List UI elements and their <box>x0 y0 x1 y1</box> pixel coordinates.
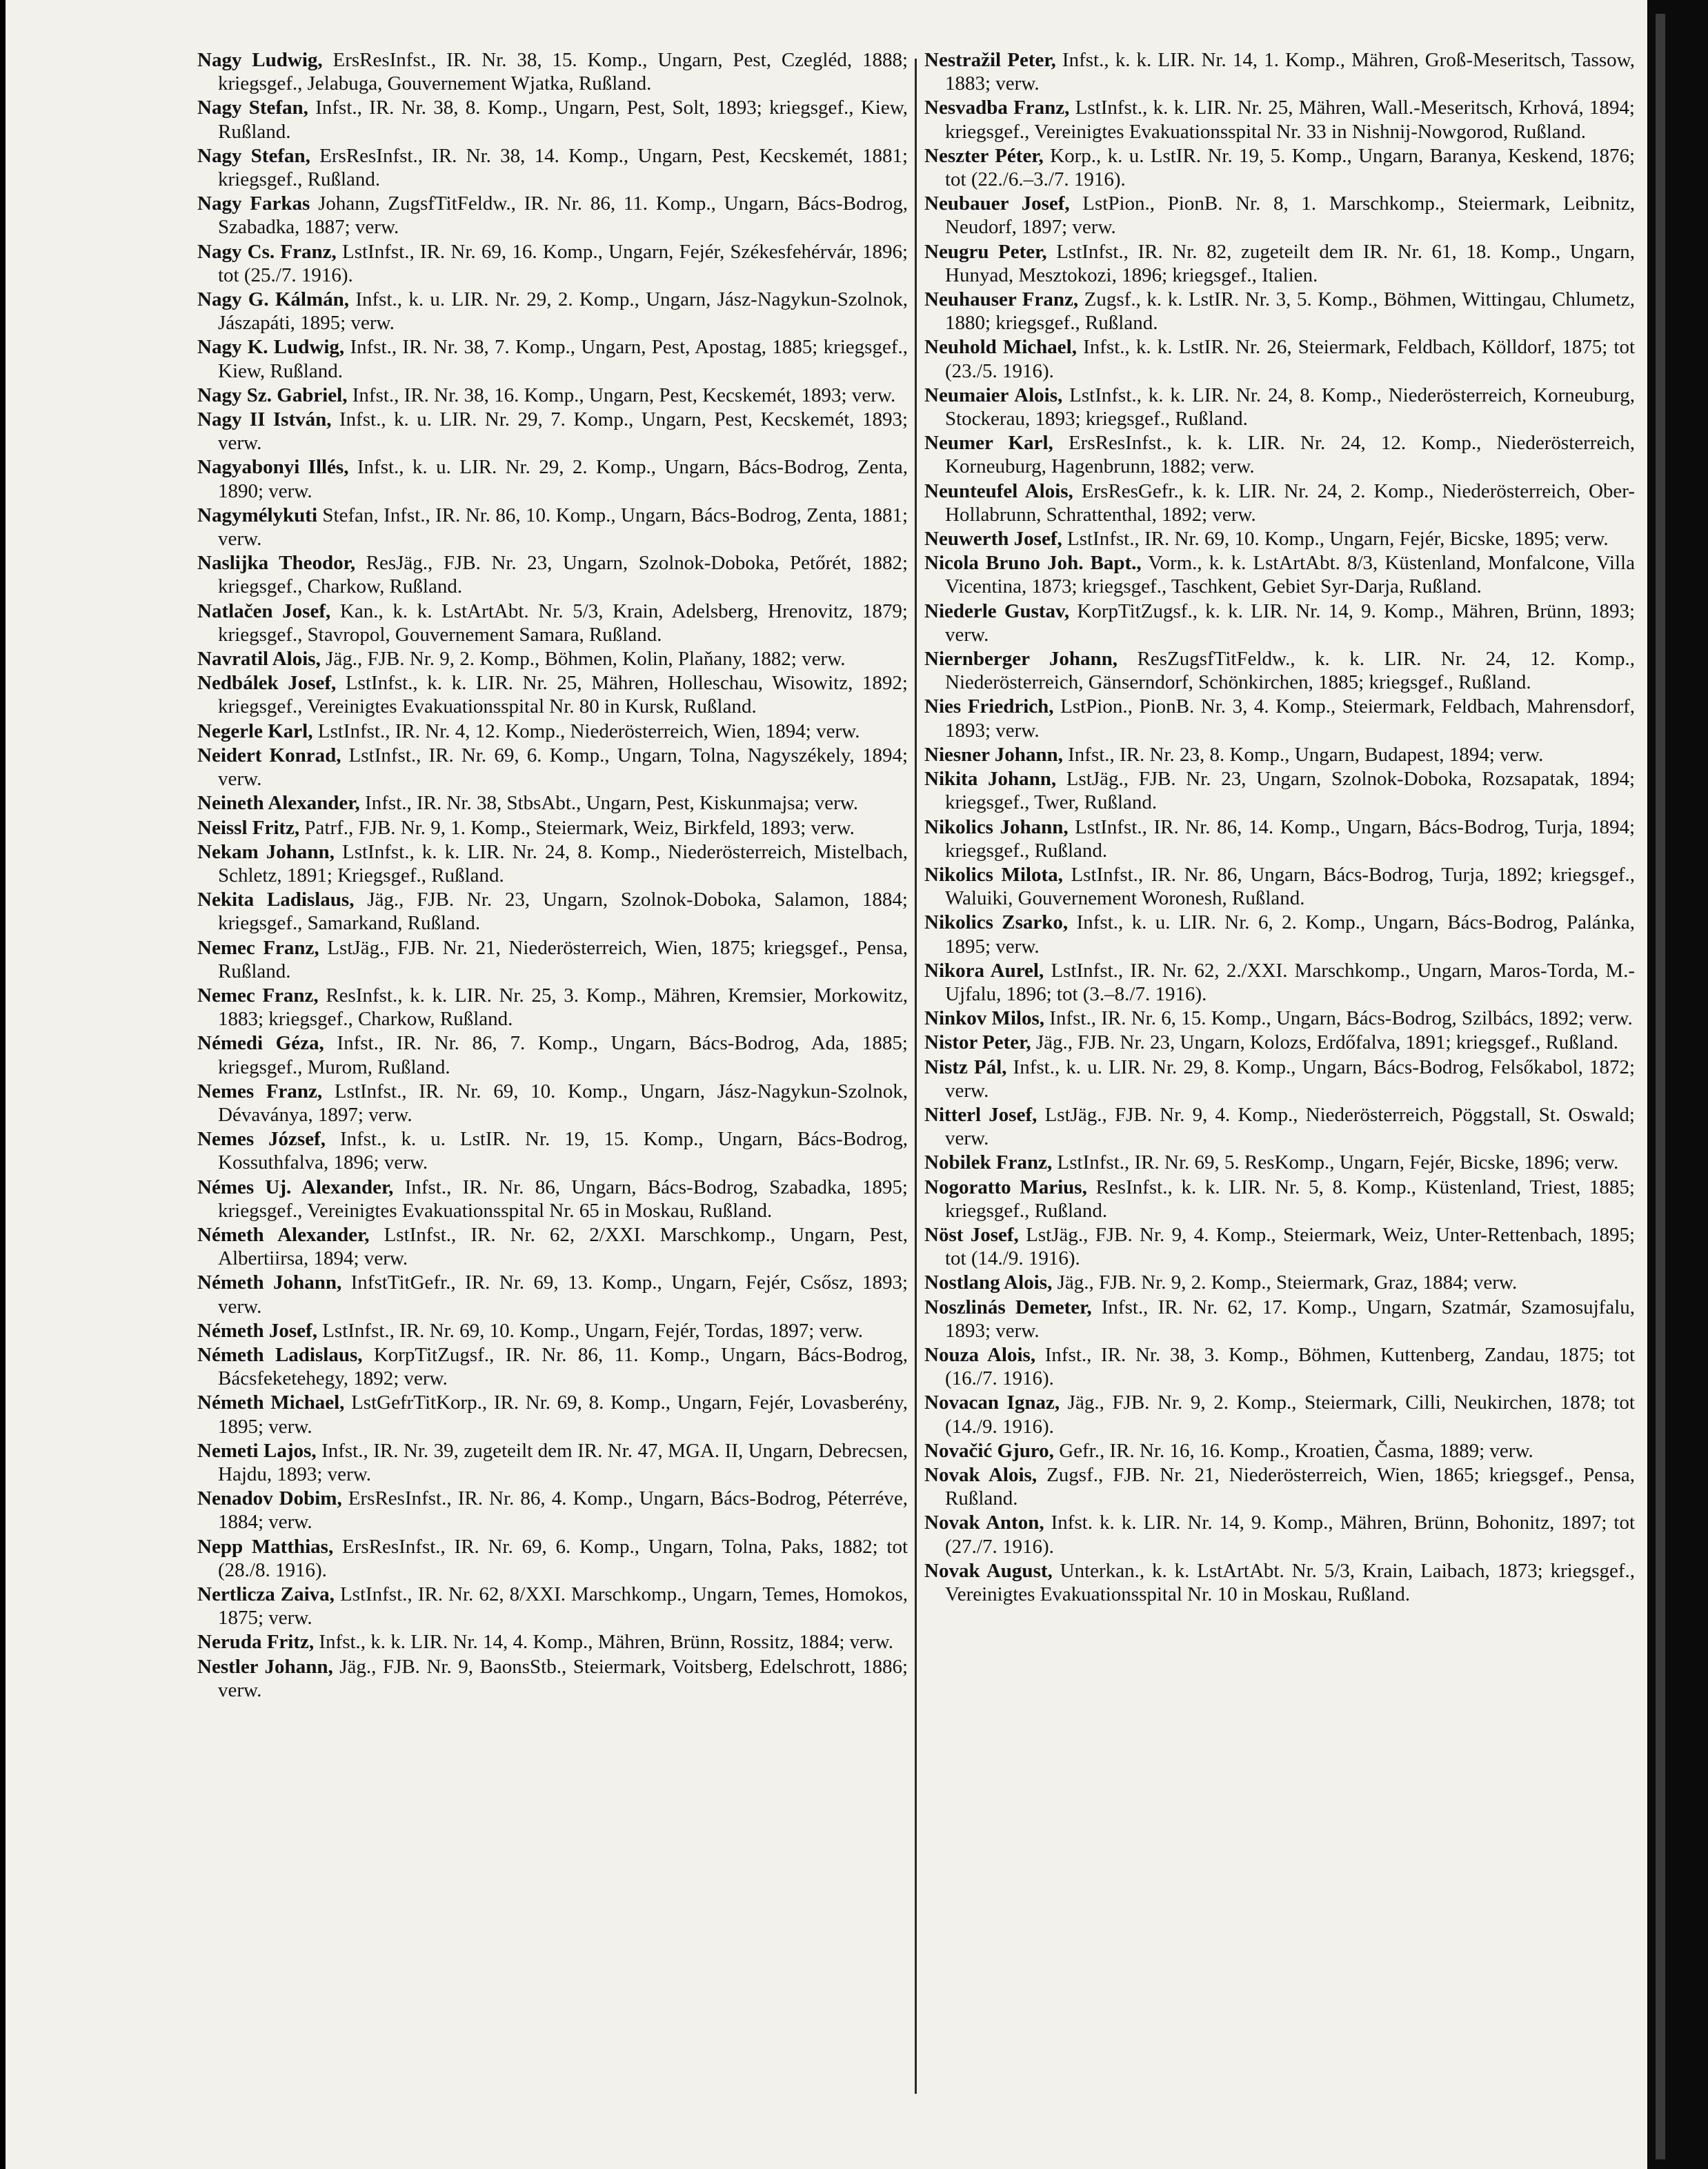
entry-name: Novačić Gjuro, <box>924 1439 1054 1462</box>
register-entry <box>197 1535 908 1582</box>
entry-details: KorpTitZugsf., k. k. LIR. Nr. 14, 9. Komp., Mähren, Brünn, 1893; verw. <box>945 600 1636 646</box>
register-entry <box>197 144 908 191</box>
entry-name: Novak August, <box>924 1559 1053 1582</box>
entry-details: Infst., IR. Nr. 38, StbsAbt., Ungarn, Pest, Kiskunmajsa; verw. <box>365 792 859 815</box>
entry-details: LstInfst., IR. Nr. 4, 12. Komp., Niederösterreich, Wien, 1894; verw. <box>317 720 860 742</box>
entry-details: LstJäg., FJB. Nr. 9, 4. Komp., Steiermark, Weiz, Unter-Rettenbach, 1895; tot (14./9. 1916). <box>945 1223 1636 1270</box>
register-entry <box>924 743 1635 766</box>
entry-name: Nikolics Milota, <box>924 863 1063 886</box>
entry-name: Neuhauser Franz, <box>924 288 1079 311</box>
register-entry <box>197 504 908 551</box>
entry-name: Nagy Stefan, <box>197 97 308 119</box>
entry-name: Naslijka Theodor, <box>197 552 356 575</box>
entry-name: Neineth Alexander, <box>197 792 360 815</box>
entry-name: Nagy Farkas <box>197 192 310 215</box>
register-entry <box>197 816 908 840</box>
entry-details: LstInfst., IR. Nr. 62, 8/XXI. Marschkomp., Ungarn, Temes, Homokos, 1875; verw. <box>218 1583 908 1630</box>
register-entry <box>197 888 908 935</box>
entry-name: Nekam Johann, <box>197 840 335 863</box>
register-entry <box>924 1439 1635 1463</box>
register-entry <box>197 647 908 671</box>
register-entry <box>924 288 1635 335</box>
entry-details: LstInfst., IR. Nr. 82, zugeteilt dem IR. Nr. 61, 18. Komp., Ungarn, Hunyad, Mesztokozi, 1896; kriegsgef., Italien. <box>945 240 1635 286</box>
register-entry <box>924 911 1635 958</box>
register-entry <box>924 1391 1635 1438</box>
register-entry <box>924 48 1635 95</box>
register-entry <box>924 1271 1635 1294</box>
entry-details: ErsResInfst., IR. Nr. 69, 6. Komp., Ungarn, Tolna, Paks, 1882; tot (28./8. 1916). <box>218 1535 908 1581</box>
register-entry <box>197 1343 908 1390</box>
register-entry <box>924 647 1635 694</box>
register-entry <box>197 551 908 598</box>
register-entry <box>924 1103 1635 1150</box>
entry-name: Noszlinás Demeter, <box>924 1296 1092 1318</box>
entry-details: LstJäg., FJB. Nr. 9, 4. Komp., Niederösterreich, Pöggstall, St. Oswald; verw. <box>945 1103 1635 1150</box>
entry-details: Jäg., FJB. Nr. 23, Ungarn, Szolnok-Doboka, Salamon, 1884; kriegsgef., Samarkand, Rußland. <box>218 889 908 935</box>
entry-details: LstInfst., k. k. LIR. Nr. 25, Mähren, Holleschau, Wisowitz, 1892; kriegsgef., Vereinigtes Evakuationsspital Nr. 80 in Kursk, Rußland. <box>218 672 908 718</box>
entry-details: LstJäg., FJB. Nr. 23, Ungarn, Szolnok-Doboka, Rozsapatak, 1894; kriegsgef., Twer, Rußland. <box>945 768 1636 814</box>
entry-name: Németh Michael, <box>197 1391 345 1414</box>
entry-details: Infst., IR. Nr. 23, 8. Komp., Ungarn, Budapest, 1894; verw. <box>1068 743 1544 766</box>
scanned-page <box>6 0 1647 2169</box>
register-entry <box>197 335 908 382</box>
entry-name: Nagyabonyi Illés, <box>197 456 349 479</box>
register-entry <box>197 1031 908 1078</box>
register-entry <box>924 1223 1635 1270</box>
entry-name: Neruda Fritz, <box>197 1631 315 1654</box>
register-entry <box>197 1439 908 1486</box>
entry-details: LstInfst., IR. Nr. 86, 14. Komp., Ungarn, Bács-Bodrog, Turja, 1894; kriegsgef., Rußland. <box>945 815 1636 862</box>
entry-name: Novacan Ignaz, <box>924 1391 1060 1414</box>
entry-details: Infst., k. k. LIR. Nr. 14, 4. Komp., Mähren, Brünn, Rossitz, 1884; verw. <box>319 1631 893 1654</box>
entry-name: Niederle Gustav, <box>924 600 1070 622</box>
entry-name: Neubauer Josef, <box>924 192 1070 215</box>
entry-details: Johann, ZugsfTitFeldw., IR. Nr. 86, 11. Komp., Ungarn, Bács-Bodrog, Szabadka, 1887; verw. <box>218 192 908 239</box>
entry-details: Jäg., FJB. Nr. 9, 2. Komp., Steiermark, Cilli, Neukirchen, 1878; tot (14./9. 1916). <box>945 1391 1635 1438</box>
entry-name: Nagy II István, <box>197 408 332 431</box>
register-entry <box>924 1511 1635 1558</box>
entry-name: Nestražil Peter, <box>924 49 1056 71</box>
register-entry <box>924 767 1635 814</box>
register-entry <box>924 551 1635 598</box>
entry-name: Nostlang Alois, <box>924 1271 1053 1294</box>
entry-name: Nouza Alois, <box>924 1343 1036 1366</box>
entry-details: Infst., k. u. LIR. Nr. 29, 2. Komp., Ungarn, Jász-Nagykun-Szolnok, Jászapáti, 1895; verw. <box>218 288 908 335</box>
register-entry <box>924 1176 1635 1222</box>
entry-details: ErsResInfst., k. k. LIR. Nr. 24, 12. Komp., Niederösterreich, Korneuburg, Hagenbrunn, 1882; verw. <box>945 432 1635 478</box>
entry-details: Infst., IR. Nr. 62, 17. Komp., Ungarn, Szatmár, Szamosujfalu, 1893; verw. <box>945 1296 1636 1342</box>
entry-name: Nagy Cs. Franz, <box>197 240 337 263</box>
entry-details: Infst., k. k. LstIR. Nr. 26, Steiermark, Feldbach, Kölldorf, 1875; tot (23./5. 1916). <box>945 336 1636 382</box>
entry-name: Nagy Ludwig, <box>197 49 323 71</box>
register-entry <box>924 1056 1635 1102</box>
register-entry <box>924 1463 1635 1510</box>
entry-details: Jäg., FJB. Nr. 9, 2. Komp., Böhmen, Kolin, Plaňany, 1882; verw. <box>326 648 846 671</box>
entry-name: Nertlicza Zaiva, <box>197 1583 335 1605</box>
register-entry <box>197 1630 908 1654</box>
entry-details: Infst., k. u. LIR. Nr. 29, 7. Komp., Ungarn, Pest, Kecskemét, 1893; verw. <box>218 408 908 455</box>
register-entry <box>924 384 1635 430</box>
entry-name: Nestler Johann, <box>197 1655 333 1678</box>
entry-name: Németh Johann, <box>197 1271 342 1294</box>
entry-name: Neunteufel Alois, <box>924 479 1073 502</box>
register-entry <box>197 1127 908 1174</box>
entry-name: Neumer Karl, <box>924 432 1053 455</box>
register-entry <box>197 1176 908 1222</box>
register-entry <box>197 240 908 287</box>
entry-details: Infst., IR. Nr. 86, Ungarn, Bács-Bodrog, Szabadka, 1895; kriegsgef., Vereinigtes Evakuationsspital Nr. 65 in Moskau, Rußland. <box>218 1176 908 1222</box>
entry-details: ErsResInfst., IR. Nr. 38, 15. Komp., Ungarn, Pest, Czegléd, 1888; kriegsgef., Jelabuga, Gouvernement Wjatka, Rußland. <box>218 49 908 95</box>
entry-details: LstInfst., IR. Nr. 69, 10. Komp., Ungarn, Fejér, Bicske, 1895; verw. <box>1066 528 1609 551</box>
entry-name: Nistor Peter, <box>924 1031 1031 1054</box>
entry-name: Németh Alexander, <box>197 1223 370 1246</box>
entry-name: Németh Ladislaus, <box>197 1343 363 1366</box>
entry-details: LstInfst., k. k. LIR. Nr. 25, Mähren, Wall.-Meseritsch, Krhová, 1894; kriegsgef., Vereinigtes Evakuationsspital Nr. 33 in Nishnij-Nowgorod, Rußland. <box>945 97 1635 143</box>
entry-details: Infst., k. k. LIR. Nr. 14, 1. Komp., Mähren, Groß-Meseritsch, Tassow, 1883; verw. <box>945 49 1635 95</box>
register-entry <box>197 720 908 743</box>
register-entry <box>197 384 908 407</box>
entry-details: Infst., IR. Nr. 86, 7. Komp., Ungarn, Bács-Bodrog, Ada, 1885; kriegsgef., Murom, Rußland. <box>218 1032 908 1078</box>
entry-details: Unterkan., k. k. LstArtAbt. Nr. 5/3, Krain, Laibach, 1873; kriegsgef., Vereinigtes Evakuationsspital Nr. 10 in Moskau, Rußland. <box>945 1559 1636 1605</box>
register-entry <box>924 96 1635 143</box>
entry-details: Jäg., FJB. Nr. 9, 2. Komp., Steiermark, Graz, 1884; verw. <box>1057 1271 1518 1294</box>
entry-name: Nikolics Johann, <box>924 815 1069 838</box>
entry-name: Nemeti Lajos, <box>197 1439 317 1462</box>
entry-details: LstInfst., IR. Nr. 69, 10. Komp., Ungarn, Jász-Nagykun-Szolnok, Dévaványa, 1897; verw. <box>218 1080 908 1126</box>
register-entry <box>924 192 1635 239</box>
entry-name: Ninkov Milos, <box>924 1007 1045 1030</box>
register-entry <box>197 984 908 1031</box>
entry-name: Nenadov Dobim, <box>197 1487 342 1510</box>
entry-details: Jäg., FJB. Nr. 23, Ungarn, Kolozs, Erdőfalva, 1891; kriegsgef., Rußland. <box>1035 1031 1618 1054</box>
entry-details: LstInfst., IR. Nr. 69, 5. ResKomp., Ungarn, Fejér, Bicske, 1896; verw. <box>1057 1151 1619 1174</box>
register-entry <box>197 1655 908 1702</box>
entry-name: Novak Alois, <box>924 1463 1037 1486</box>
entry-name: Neumaier Alois, <box>924 384 1063 406</box>
entry-name: Nemes Franz, <box>197 1080 323 1102</box>
entry-details: Infst., k. u. LIR. Nr. 29, 2. Komp., Ungarn, Bács-Bodrog, Zenta, 1890; verw. <box>218 456 908 502</box>
entry-details: LstInfst., IR. Nr. 69, 10. Komp., Ungarn, Fejér, Tordas, 1897; verw. <box>322 1319 863 1342</box>
register-entry <box>197 1319 908 1343</box>
register-entry <box>197 791 908 815</box>
entry-name: Nöst Josef, <box>924 1223 1019 1246</box>
entry-name: Nemec Franz, <box>197 984 319 1007</box>
entry-details: LstInfst., IR. Nr. 62, 2./XXI. Marschkomp., Ungarn, Maros-Torda, M.-Ujfalu, 1896; tot (3.–8./7. 1916). <box>945 959 1636 1005</box>
register-entry <box>197 671 908 718</box>
entry-details: Patrf., FJB. Nr. 9, 1. Komp., Steiermark, Weiz, Birkfeld, 1893; verw. <box>304 816 855 839</box>
entry-details: LstPion., PionB. Nr. 3, 4. Komp., Steiermark, Feldbach, Mahrensdorf, 1893; verw. <box>945 695 1635 742</box>
entry-name: Navratil Alois, <box>197 648 321 671</box>
entry-name: Nagy Stefan, <box>197 144 310 167</box>
entry-details: KorpTitZugsf., IR. Nr. 86, 11. Komp., Ungarn, Bács-Bodrog, Bácsfeketehegy, 1892; verw. <box>218 1343 908 1390</box>
entry-details: Kan., k. k. LstArtAbt. Nr. 5/3, Krain, Adelsberg, Hrenovitz, 1879; kriegsgef., Stavropol, Gouvernement Samara, Rußland. <box>218 600 908 646</box>
entry-details: Vorm., k. k. LstArtAbt. 8/3, Küstenland, Monfalcone, Villa Vicentina, 1873; kriegsgef., Taschkent, Gebiet Syr-Darja, Rußland. <box>945 552 1635 598</box>
entry-name: Nesvadba Franz, <box>924 97 1070 119</box>
register-entry <box>924 600 1635 646</box>
entry-name: Niesner Johann, <box>924 743 1063 766</box>
entry-details: LstInfst., IR. Nr. 69, 16. Komp., Ungarn, Fejér, Székesfehérvár, 1896; tot (25./7. 1916). <box>218 240 908 286</box>
register-entry <box>197 1583 908 1630</box>
register-entry <box>197 936 908 983</box>
entry-name: Nemes József, <box>197 1128 326 1151</box>
register-entry <box>924 959 1635 1006</box>
register-entry <box>924 863 1635 910</box>
register-entry <box>197 408 908 455</box>
register-entry <box>924 1151 1635 1174</box>
register-entry <box>924 240 1635 287</box>
entry-details: ErsResInfst., IR. Nr. 38, 14. Komp., Ungarn, Pest, Kecskemét, 1881; kriegsgef., Rußland. <box>218 144 908 191</box>
register-entry <box>197 288 908 335</box>
register-entry <box>197 840 908 887</box>
register-entry <box>924 431 1635 478</box>
entry-name: Nagy Sz. Gabriel, <box>197 384 348 406</box>
entry-details: ErsResGefr., k. k. LIR. Nr. 24, 2. Komp., Niederösterreich, Ober-Hollabrunn, Schrattenthal, 1892; verw. <box>945 479 1636 526</box>
register-entry <box>924 1296 1635 1343</box>
entry-name: Nekita Ladislaus, <box>197 889 355 911</box>
entry-name: Neuhold Michael, <box>924 336 1077 359</box>
left-column <box>197 48 908 1703</box>
register-entry <box>197 192 908 239</box>
register-entry <box>197 1271 908 1318</box>
entry-name: Nagymélykuti <box>197 504 317 526</box>
entry-name: Nepp Matthias, <box>197 1535 334 1558</box>
entry-details: Infst., IR. Nr. 39, zugeteilt dem IR. Nr. 47, MGA. II, Ungarn, Debrecsen, Hajdu, 1893; verw. <box>218 1439 908 1485</box>
entry-name: Negerle Karl, <box>197 720 313 742</box>
entry-details: LstInfst., IR. Nr. 69, 6. Komp., Ungarn, Tolna, Nagyszékely, 1894; verw. <box>218 744 908 791</box>
right-column <box>924 48 1635 1607</box>
entry-name: Nikolics Zsarko, <box>924 911 1069 934</box>
entry-details: Zugsf., FJB. Nr. 21, Niederösterreich, Wien, 1865; kriegsgef., Pensa, Rußland. <box>945 1463 1636 1510</box>
entry-details: Infst., IR. Nr. 6, 15. Komp., Ungarn, Bács-Bodrog, Szilbács, 1892; verw. <box>1049 1007 1633 1030</box>
entry-details: ResZugsfTitFeldw., k. k. LIR. Nr. 24, 12. Komp., Niederösterreich, Gänserndorf, Schönkirchen, 1885; kriegsgef., Rußland. <box>945 648 1635 694</box>
next-page-edge <box>1649 0 1708 2169</box>
register-entry <box>197 1223 908 1270</box>
entry-details: ResInfst., k. k. LIR. Nr. 25, 3. Komp., Mähren, Kremsier, Morkowitz, 1883; kriegsgef., Charkow, Rußland. <box>218 984 908 1031</box>
entry-details: Infst., k. u. LIR. Nr. 6, 2. Komp., Ungarn, Bács-Bodrog, Palánka, 1895; verw. <box>945 911 1636 958</box>
register-entry <box>197 600 908 646</box>
entry-details: Jäg., FJB. Nr. 9, BaonsStb., Steiermark, Voitsberg, Edelschrott, 1886; verw. <box>218 1655 908 1701</box>
entry-name: Nitterl Josef, <box>924 1103 1037 1126</box>
register-entry <box>197 96 908 143</box>
entry-name: Neidert Konrad, <box>197 744 341 766</box>
register-entry <box>924 1559 1635 1606</box>
entry-name: Nistz Pál, <box>924 1056 1007 1078</box>
entry-name: Németh Josef, <box>197 1319 317 1342</box>
entry-name: Nogoratto Marius, <box>924 1176 1087 1198</box>
entry-name: Nikora Aurel, <box>924 959 1044 982</box>
register-entry <box>924 527 1635 551</box>
entry-details: InfstTitGefr., IR. Nr. 69, 13. Komp., Ungarn, Fejér, Csősz, 1893; verw. <box>218 1271 908 1318</box>
entry-details: Infst., k. u. LIR. Nr. 29, 8. Komp., Ungarn, Bács-Bodrog, Felsőkabol, 1872; verw. <box>945 1056 1635 1102</box>
entry-details: ErsResInfst., IR. Nr. 86, 4. Komp., Ungarn, Bács-Bodrog, Péterréve, 1884; verw. <box>218 1487 908 1534</box>
entry-details: Gefr., IR. Nr. 16, 16. Komp., Kroatien, Časma, 1889; verw. <box>1059 1439 1533 1462</box>
entry-name: Nemec Franz, <box>197 936 319 959</box>
entry-details: LstInfst., k. k. LIR. Nr. 24, 8. Komp., Niederösterreich, Korneuburg, Stockerau, 1893; kriegsgef., Rußland. <box>945 384 1636 430</box>
entry-details: ResJäg., FJB. Nr. 23, Ungarn, Szolnok-Doboka, Petőrét, 1882; kriegsgef., Charkow, Rußland. <box>218 552 908 598</box>
register-entry <box>924 1343 1635 1390</box>
entry-name: Némedi Géza, <box>197 1032 324 1055</box>
register-entry <box>924 815 1635 862</box>
entry-details: Stefan, Infst., IR. Nr. 86, 10. Komp., Ungarn, Bács-Bodrog, Zenta, 1881; verw. <box>218 504 908 551</box>
entry-details: Korp., k. u. LstIR. Nr. 19, 5. Komp., Ungarn, Baranya, Keskend, 1876; tot (22./6.–3./7. 1916). <box>945 144 1635 191</box>
entry-details: Infst., IR. Nr. 38, 16. Komp., Ungarn, Pest, Kecskemét, 1893; verw. <box>352 384 896 406</box>
entry-name: Neissl Fritz, <box>197 816 300 839</box>
entry-name: Natlačen Josef, <box>197 600 331 622</box>
register-entry <box>924 1007 1635 1030</box>
register-entry <box>924 1031 1635 1054</box>
entry-details: LstGefrTitKorp., IR. Nr. 69, 8. Komp., Ungarn, Fejér, Lovasberény, 1895; verw. <box>218 1391 908 1438</box>
entry-details: Zugsf., k. k. LstIR. Nr. 3, 5. Komp., Böhmen, Wittingau, Chlumetz, 1880; kriegsgef., Rußland. <box>945 288 1636 335</box>
register-entry <box>197 1391 908 1438</box>
entry-name: Nagy G. Kálmán, <box>197 288 350 311</box>
page-edge-sliver <box>1656 14 1665 2159</box>
entry-name: Nikita Johann, <box>924 768 1057 791</box>
entry-details: LstPion., PionB. Nr. 8, 1. Marschkomp., Steiermark, Leibnitz, Neudorf, 1897; verw. <box>945 192 1635 239</box>
entry-name: Nies Friedrich, <box>924 695 1054 718</box>
register-entry <box>197 48 908 95</box>
register-entry <box>924 335 1635 382</box>
entry-name: Némes Uj. Alexander, <box>197 1176 394 1198</box>
entry-name: Nagy K. Ludwig, <box>197 336 345 359</box>
register-entry <box>924 695 1635 742</box>
entry-details: Infst., IR. Nr. 38, 3. Komp., Böhmen, Kuttenberg, Zandau, 1875; tot (16./7. 1916). <box>945 1343 1636 1390</box>
entry-name: Neszter Péter, <box>924 144 1044 167</box>
register-entry <box>924 144 1635 191</box>
entry-details: LstInfst., k. k. LIR. Nr. 24, 8. Komp., Niederösterreich, Mistelbach, Schletz, 1891; Kriegsgef., Rußland. <box>218 840 908 887</box>
entry-details: LstInfst., IR. Nr. 62, 2/XXI. Marschkomp., Ungarn, Pest, Albertiirsa, 1894; verw. <box>218 1223 908 1270</box>
column-divider <box>915 59 917 2094</box>
register-entry <box>924 479 1635 526</box>
entry-name: Neugru Peter, <box>924 240 1047 263</box>
entry-name: Neuwerth Josef, <box>924 528 1062 551</box>
entry-name: Nobilek Franz, <box>924 1151 1053 1174</box>
entry-details: ResInfst., k. k. LIR. Nr. 5, 8. Komp., Küstenland, Triest, 1885; kriegsgef., Rußland. <box>945 1176 1635 1222</box>
register-entry <box>197 455 908 502</box>
entry-details: Infst., IR. Nr. 38, 7. Komp., Ungarn, Pest, Apostag, 1885; kriegsgef., Kiew, Rußland. <box>218 336 908 382</box>
entry-name: Niernberger Johann, <box>924 648 1118 671</box>
register-entry <box>197 1080 908 1127</box>
register-entry <box>197 744 908 791</box>
entry-name: Nicola Bruno Joh. Bapt., <box>924 552 1142 575</box>
entry-details: Infst., k. u. LstIR. Nr. 19, 15. Komp., Ungarn, Bács-Bodrog, Kossuthfalva, 1896; verw. <box>218 1128 908 1174</box>
entry-details: LstJäg., FJB. Nr. 21, Niederösterreich, Wien, 1875; kriegsgef., Pensa, Rußland. <box>218 936 908 982</box>
entry-details: LstInfst., IR. Nr. 86, Ungarn, Bács-Bodrog, Turja, 1892; kriegsgef., Waluiki, Gouvernement Woronesh, Rußland. <box>945 863 1635 910</box>
entry-details: Infst., IR. Nr. 38, 8. Komp., Ungarn, Pest, Solt, 1893; kriegsgef., Kiew, Rußland. <box>218 97 908 143</box>
entry-name: Nedbálek Josef, <box>197 672 337 695</box>
entry-details: Infst. k. k. LIR. Nr. 14, 9. Komp., Mähren, Brünn, Bohonitz, 1897; tot (27./7. 1916). <box>945 1512 1636 1558</box>
register-entry <box>197 1487 908 1534</box>
entry-name: Novak Anton, <box>924 1512 1044 1534</box>
